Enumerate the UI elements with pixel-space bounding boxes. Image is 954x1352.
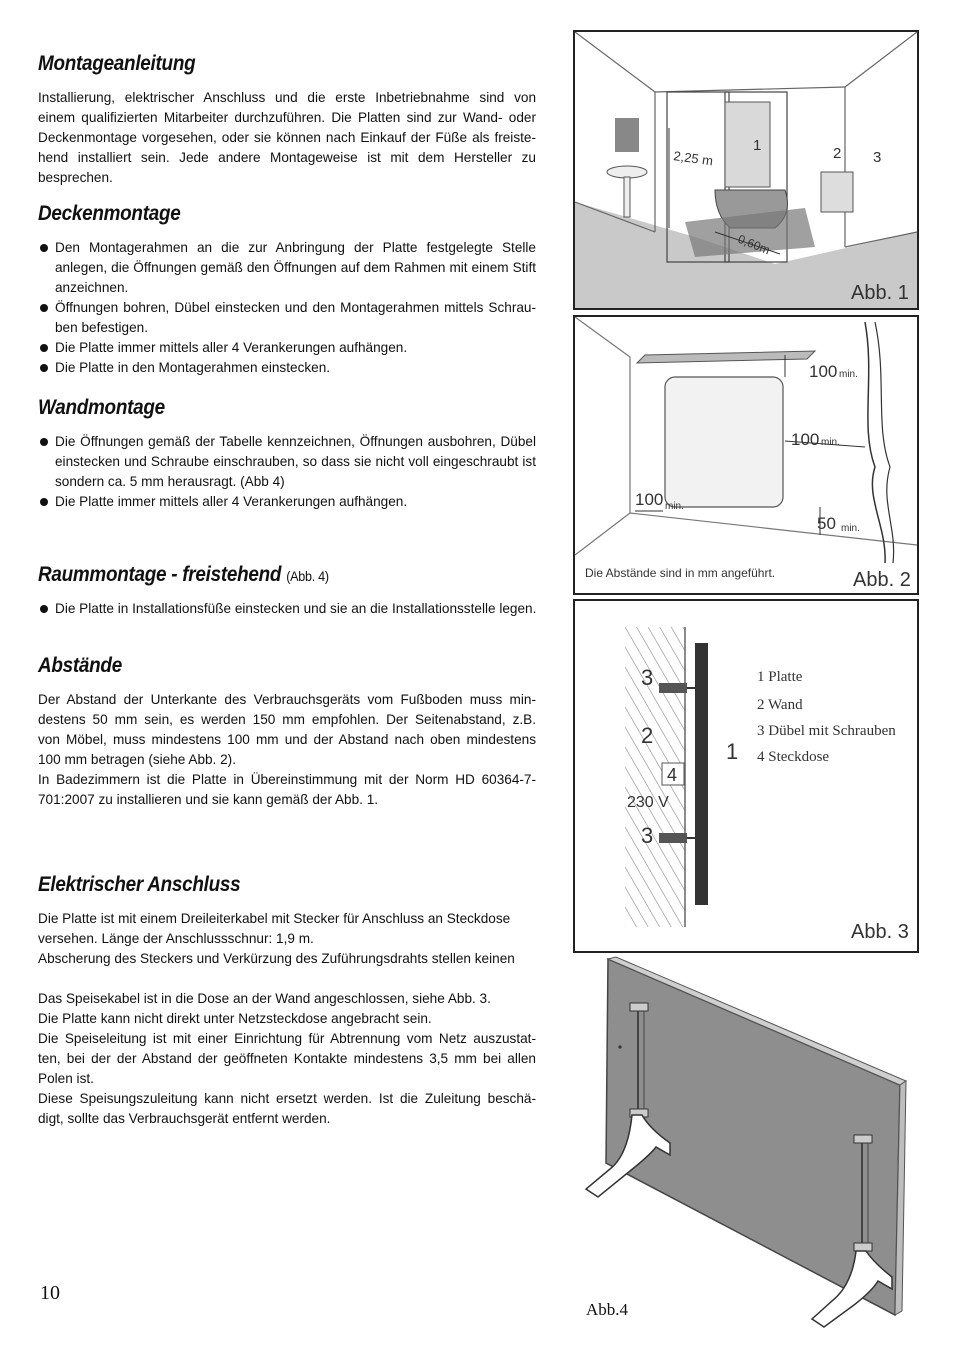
list-item: Die Öffnungen gemäß der Tabelle kennzeichnen, Öffnungen ausbohren, Dübel einstecken und Schraube einschrauben, so dass sie nicht voll eingeschraubt ist sondern ca. 5 mm herausragt. (Abb 4)	[38, 432, 536, 492]
text-line: einem qualifizierten Mitarbeiter durchzuführen. Die Platten sind zur Wand- oder	[38, 110, 536, 125]
abb3-marker-4: 4	[667, 765, 678, 785]
list-wandmontage	[38, 432, 536, 512]
abb2-left-value: 100	[635, 490, 664, 509]
text-line: Das Speisekabel ist in die Dose an der Wand angeschlossen, siehe Abb. 3.	[38, 991, 491, 1006]
abb3-voltage: 230 V	[627, 794, 669, 811]
abb3-marker-2: 2	[641, 723, 654, 748]
heading-montageanleitung: Montageanleitung	[38, 52, 196, 75]
abb2-side-unit: min.	[821, 437, 840, 448]
text-line: In Badezimmern ist die Platte in Übereinstimmung mit der Norm HD 60364-7-	[38, 772, 536, 787]
figure-abb2	[573, 315, 919, 595]
abb2-left-unit: min.	[665, 501, 684, 512]
text-line: versehen. Länge der Anschlussschnur: 1,9 m.	[38, 931, 314, 946]
text-line: Die Platte ist mit einem Dreileiterkabel mit Stecker für Anschluss an Steckdose	[38, 911, 511, 926]
abb1-zone-1: 1	[753, 137, 762, 154]
abb1-depth-label: 0,60m	[735, 231, 773, 258]
paragraph-elektrik-2	[38, 989, 536, 1129]
paragraph-elektrik-1	[38, 909, 536, 969]
abb2-bottom-unit: min.	[841, 523, 860, 534]
figure-abb3-drawing	[575, 601, 917, 951]
abb3-legend-4: 4 Steckdose	[757, 749, 830, 765]
abb3-label: Abb. 3	[851, 921, 909, 943]
abb3-legend-2: 2 Wand	[757, 697, 803, 713]
page-number: 10	[40, 1282, 60, 1304]
list-deckenmontage	[38, 238, 536, 378]
heading-elektrischer-anschluss: Elektrischer Anschluss	[38, 873, 241, 896]
text-line: hend installiert sein. Jede andere Montageweise ist mit dem Hersteller zu	[38, 150, 536, 165]
abb2-caption: Die Abstände sind in mm angeführt.	[585, 566, 776, 580]
list-raummontage	[38, 599, 553, 619]
heading-wandmontage: Wandmontage	[38, 396, 165, 419]
text-line: 701:2007 zu installieren und sie kann gemäß der Abb. 1.	[38, 792, 379, 807]
abb3-marker-3-top: 3	[641, 665, 654, 690]
list-item: Den Montagerahmen an die zur Anbringung der Platte festgelegte Stelle anlegen, die Öffnungen gemäß den Öffnungen auf dem Rahmen mit einem Stift anzeichnen.	[38, 238, 536, 298]
figure-abb2-drawing	[575, 317, 917, 593]
abb1-height-label: 2,25 m	[672, 148, 715, 169]
abb1-zone-2: 2	[833, 145, 842, 162]
text-line: Deckenmontage vorgesehen, oder sie können nach Einkauf der Füße als freiste-	[38, 130, 536, 145]
text-line: von Möbel, muss mindestens 100 mm und der Abstand nach oben mindestens	[38, 732, 536, 747]
abb2-top-unit: min.	[839, 369, 858, 380]
abb4-label: Abb.4	[586, 1300, 629, 1319]
abb1-label: Abb. 1	[851, 282, 909, 304]
abb1-zone-3: 3	[873, 149, 882, 166]
text-line: Abscherung des Steckers und Verkürzung des Zuführungsdrahts stellen keinen	[38, 951, 515, 966]
abb2-top-value: 100	[809, 362, 838, 381]
paragraph-abstaende	[38, 690, 536, 810]
abb2-side-value: 100	[791, 430, 820, 449]
list-item: Öffnungen bohren, Dübel einstecken und den Montagerahmen mittels Schrau-ben befestigen.	[38, 298, 536, 338]
text-line: 100 mm betragen (siehe Abb. 2).	[38, 752, 236, 767]
figure-abb3	[573, 599, 919, 953]
heading-raummontage	[38, 563, 329, 587]
abb2-bottom-value: 50	[817, 514, 836, 533]
text-line: destens 50 mm sein, es werden 150 mm empfohlen. Der Seitenabstand, z.B.	[38, 712, 536, 727]
list-item: Die Platte in den Montagerahmen einstecken.	[38, 358, 536, 378]
text-line: Polen ist.	[38, 1071, 94, 1086]
text-line: Diese Speisungszuleitung kann nicht ersetzt werden. Ist die Zuleitung beschä-	[38, 1091, 536, 1106]
list-item: Die Platte immer mittels aller 4 Verankerungen aufhängen.	[38, 492, 536, 512]
figure-abb4-drawing	[570, 955, 915, 1330]
abb3-marker-1: 1	[726, 739, 739, 764]
text-line: ten, bei der der Abstand der geöffneten Kontakte mindestens 3,5 mm bei allen	[38, 1051, 536, 1066]
heading-raummontage-ref: (Abb. 4)	[286, 568, 329, 584]
heading-abstaende: Abstände	[38, 654, 122, 677]
abb3-marker-3-bottom: 3	[641, 823, 654, 848]
heading-deckenmontage: Deckenmontage	[38, 202, 181, 225]
abb2-label: Abb. 2	[853, 569, 911, 591]
heading-raummontage-text: Raummontage - freistehend	[38, 563, 282, 586]
figure-abb1-drawing	[575, 32, 917, 308]
text-line: besprechen.	[38, 170, 113, 185]
list-item: Die Platte in Installationsfüße einstecken und sie an die Installationsstelle legen.	[38, 599, 553, 619]
text-line: digt, sollte das Verbrauchsgerät entfernt werden.	[38, 1111, 331, 1126]
abb3-legend-3: 3 Dübel mit Schrauben	[757, 723, 896, 739]
text-line: Die Speiseleitung ist mit einer Einrichtung für Abtrennung vom Netz auszustat-	[38, 1031, 536, 1046]
paragraph-montage	[38, 88, 536, 188]
abb3-legend-1: 1 Platte	[757, 669, 803, 685]
text-line: Installierung, elektrischer Anschluss und die erste Inbetriebnahme sind von	[38, 90, 536, 105]
text-line: Der Abstand der Unterkante des Verbrauchsgeräts vom Fußboden muss min-	[38, 692, 536, 707]
text-line: Die Platte kann nicht direkt unter Netzsteckdose angebracht sein.	[38, 1011, 432, 1026]
figure-abb1	[573, 30, 919, 310]
list-item: Die Platte immer mittels aller 4 Verankerungen aufhängen.	[38, 338, 536, 358]
